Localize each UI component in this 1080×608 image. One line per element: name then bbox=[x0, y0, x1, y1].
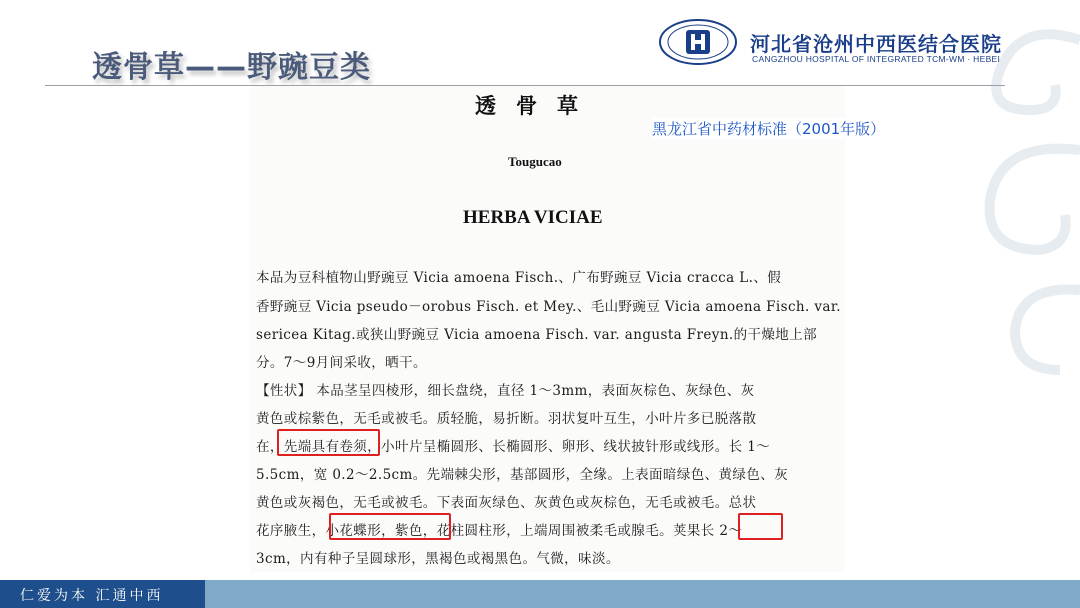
highlight-box-tendril bbox=[277, 429, 380, 456]
document-line: 黄色或棕紫色，无毛或被毛。质轻脆，易折断。羽状复叶互生，小叶片多已脱落散 bbox=[256, 411, 757, 427]
source-standard-note: 黑龙江省中药材标准（2001年版） bbox=[652, 120, 886, 138]
footer-motto: 仁爱为本 汇通中西 bbox=[20, 588, 164, 604]
hospital-name-chinese: 河北省沧州中西医结合医院 bbox=[750, 32, 1002, 56]
hospital-name-english: CANGZHOU HOSPITAL OF INTEGRATED TCM-WM · HEBEI bbox=[752, 54, 1001, 64]
document-line: 本品为豆科植物山野豌豆 Vicia amoena Fisch.、广布野豌豆 Vicia cracca L.、假 bbox=[256, 270, 782, 286]
footer-motto-panel bbox=[0, 580, 205, 608]
hospital-logo-icon bbox=[658, 18, 738, 66]
footer-bar bbox=[0, 580, 1080, 608]
document-line: 在，先端具有卷须，小叶片呈椭圆形、长椭圆形、卵形、线状披针形或线形。长 1～ bbox=[256, 439, 771, 455]
document-title-pinyin: Tougucao bbox=[508, 154, 562, 169]
document-line: 【性状】 本品茎呈四棱形，细长盘绕，直径 1～3mm，表面灰棕色、灰绿色、灰 bbox=[256, 383, 755, 399]
document-line: sericea Kitag.或狭山野豌豆 Vicia amoena Fisch. var. angusta Freyn.的干燥地上部 bbox=[256, 327, 818, 343]
document-line: 黄色或灰褐色，无毛或被毛。下表面灰绿色、灰黄色或灰棕色，无毛或被毛。总状 bbox=[256, 495, 757, 511]
highlight-box-flower bbox=[329, 513, 451, 540]
document-title-latin: HERBA VICIAE bbox=[463, 207, 603, 228]
document-line: 香野豌豆 Vicia pseudo－orobus Fisch. et Mey.、毛山野豌豆 Vicia amoena Fisch. var. bbox=[256, 299, 841, 315]
document-line: 分。7～9月间采收，晒干。 bbox=[256, 355, 427, 371]
document-title-chinese: 透骨草 bbox=[475, 93, 598, 118]
highlight-box-pod bbox=[738, 513, 783, 540]
document-line: 3cm，内有种子呈圆球形，黑褐色或褐黑色。气微，味淡。 bbox=[256, 551, 620, 567]
document-line: 5.5cm，宽 0.2～2.5cm。先端棘尖形，基部圆形，全缘。上表面暗绿色、黄绿色、灰 bbox=[256, 467, 789, 483]
document-line: 花序腋生，小花蝶形，紫色，花柱圆柱形，上端周围被柔毛或腺毛。荚果长 2～ bbox=[256, 523, 743, 539]
slide-title: 透骨草——野豌豆类 bbox=[92, 50, 371, 85]
